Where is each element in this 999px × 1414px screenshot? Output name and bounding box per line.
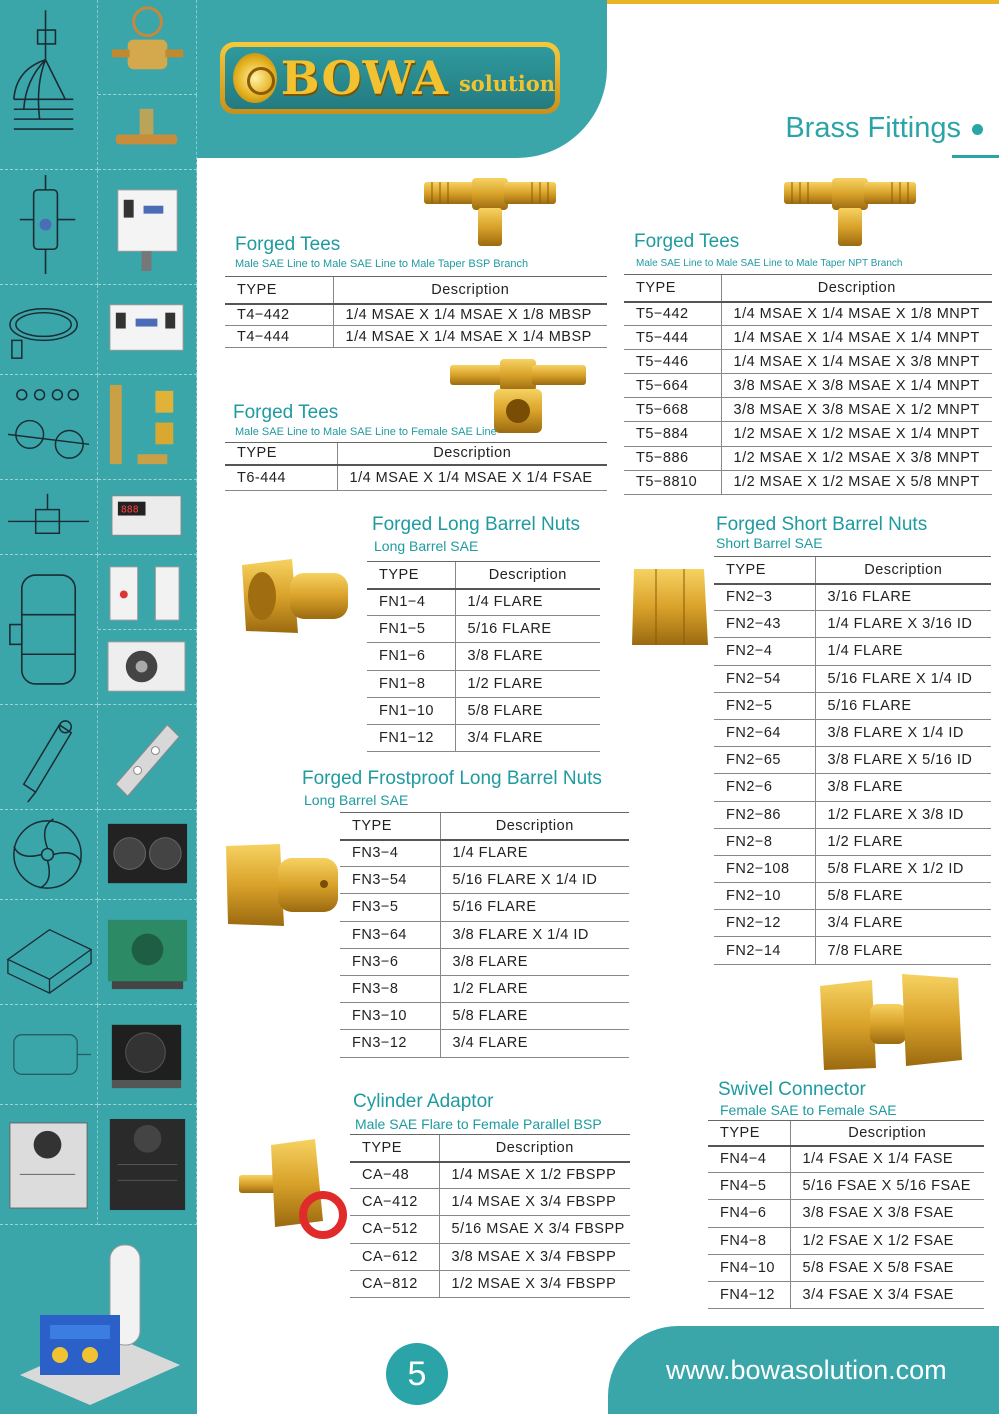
cell-description: 5/8 FLARE [815, 883, 991, 910]
logo-mark-icon [233, 53, 277, 103]
cell-type: FN4−12 [708, 1281, 790, 1308]
solenoid-valve-icon [98, 95, 197, 170]
page-title: Brass Fittings [785, 112, 961, 144]
cell-description: 1/4 MSAE X 1/4 MSAE X 3/8 MNPT [721, 350, 992, 374]
cell-type: FN2−5 [714, 692, 815, 719]
cell-description: 1/4 MSAE X 3/4 FBSPP [439, 1189, 630, 1216]
relay-module-icon [98, 555, 197, 630]
table-row [714, 665, 991, 692]
cell-type: FN2−3 [714, 584, 815, 611]
short-barrel-nut-image [628, 563, 710, 651]
cell-type: T4−444 [225, 326, 333, 348]
cell-type: FN2−108 [714, 855, 815, 882]
section-subtitle-tees-npt: Male SAE Line to Male SAE Line to Male Taper NPT Branch [636, 258, 903, 269]
cell-description: 5/8 FSAE X 5/8 FSAE [790, 1254, 984, 1281]
table-row [225, 326, 607, 348]
table-row [714, 855, 991, 882]
cell-type: FN3−12 [340, 1030, 440, 1057]
title-dot-icon [972, 124, 983, 135]
column-header-description: Description [721, 275, 992, 302]
column-header-type: TYPE [225, 443, 337, 465]
cell-type: FN4−5 [708, 1173, 790, 1200]
table-row [624, 374, 992, 398]
long-barrel-nut-image [238, 555, 352, 637]
column-header-description: Description [790, 1121, 984, 1146]
table-header-row [225, 277, 607, 304]
cell-description: 1/2 FLARE X 3/8 ID [815, 801, 991, 828]
swivel-connector-image [816, 970, 966, 1076]
cell-description: 1/4 MSAE X 1/4 MSAE X 1/4 FSAE [337, 465, 607, 491]
cell-type: T5−886 [624, 446, 721, 470]
cell-type: T5−668 [624, 398, 721, 422]
table-row [340, 894, 629, 921]
cell-description: 3/4 FLARE [455, 724, 600, 751]
table-tees-fsae [225, 442, 607, 491]
logo-text: BOWA [280, 51, 449, 105]
column-header-type: TYPE [350, 1135, 439, 1162]
section-subtitle-short-barrel: Short Barrel SAE [716, 535, 823, 551]
motor-outline-icon [0, 1005, 98, 1105]
table-row [340, 975, 629, 1002]
table-row [367, 616, 600, 643]
table-row [714, 883, 991, 910]
valve-assembly-icon [0, 170, 98, 285]
cell-description: 1/4 MSAE X 1/4 MSAE X 1/8 MNPT [721, 302, 992, 326]
section-title-swivel: Swivel Connector [718, 1079, 866, 1100]
cell-description: 7/8 FLARE [815, 937, 991, 964]
svg-text:888: 888 [120, 504, 139, 516]
cell-description: 3/8 MSAE X 3/8 MSAE X 1/2 MNPT [721, 398, 992, 422]
table-header-row [367, 562, 600, 589]
table-long-barrel [367, 561, 600, 752]
section-subtitle-frostproof: Long Barrel SAE [304, 792, 409, 808]
cell-description: 1/2 MSAE X 1/2 MSAE X 5/8 MNPT [721, 470, 992, 494]
cell-type: CA−612 [350, 1243, 439, 1270]
table-row [714, 937, 991, 964]
table-row [624, 326, 992, 350]
cell-type: FN3−4 [340, 840, 440, 867]
table-row [708, 1173, 984, 1200]
table-row [367, 670, 600, 697]
cell-description: 1/4 MSAE X 1/4 MSAE X 1/4 MNPT [721, 326, 992, 350]
column-header-description: Description [440, 813, 629, 840]
table-row [225, 465, 607, 491]
table-row [714, 828, 991, 855]
table-row [714, 719, 991, 746]
cell-description: 5/16 MSAE X 3/4 FBSPP [439, 1216, 630, 1243]
forged-tee-npt-image [780, 168, 920, 250]
table-row [714, 638, 991, 665]
column-header-type: TYPE [340, 813, 440, 840]
column-header-description: Description [455, 562, 600, 589]
table-row [624, 422, 992, 446]
table-header-row [714, 557, 991, 584]
table-cylinder-adaptor [350, 1134, 630, 1298]
cell-type: FN1−4 [367, 589, 455, 616]
cell-description: 3/8 FSAE X 3/8 FSAE [790, 1200, 984, 1227]
cylinder-adaptor-image [235, 1125, 353, 1245]
cell-type: T5−442 [624, 302, 721, 326]
cell-description: 5/16 FLARE X 1/4 ID [815, 665, 991, 692]
cell-description: 1/4 FLARE [815, 638, 991, 665]
cell-type: FN1−12 [367, 724, 455, 751]
cell-description: 1/4 MSAE X 1/4 MSAE X 1/4 MBSP [333, 326, 607, 348]
frostproof-nut-image [222, 840, 340, 930]
cell-type: FN1−5 [367, 616, 455, 643]
cell-description: 3/8 FLARE X 1/4 ID [815, 719, 991, 746]
column-header-description: Description [337, 443, 607, 465]
table-swivel [708, 1120, 984, 1309]
cell-type: FN4−6 [708, 1200, 790, 1227]
section-subtitle-swivel: Female SAE to Female SAE [720, 1102, 897, 1118]
cell-description: 3/8 FLARE X 5/16 ID [815, 747, 991, 774]
table-header-row [350, 1135, 630, 1162]
cell-type: FN2−86 [714, 801, 815, 828]
column-header-type: TYPE [624, 275, 721, 302]
cell-description: 1/2 FLARE [455, 670, 600, 697]
cell-description: 1/2 FLARE [440, 975, 629, 1002]
table-row [624, 350, 992, 374]
table-row [714, 910, 991, 937]
cell-description: 3/4 FLARE [815, 910, 991, 937]
section-subtitle-tees-fsae: Male SAE Line to Male SAE Line to Female SAE Line [235, 426, 497, 438]
cell-description: 3/8 FLARE X 1/4 ID [440, 921, 629, 948]
fan-blade-icon [0, 810, 98, 900]
cell-type: FN1−6 [367, 643, 455, 670]
table-header-row [708, 1121, 984, 1146]
table-frostproof [340, 812, 629, 1058]
table-row [340, 1030, 629, 1057]
cell-type: FN3−64 [340, 921, 440, 948]
table-row [708, 1146, 984, 1173]
cell-description: 5/16 FLARE X 1/4 ID [440, 867, 629, 894]
cell-description: 1/4 MSAE X 1/2 FBSPP [439, 1162, 630, 1189]
cell-description: 1/4 MSAE X 1/4 MSAE X 1/8 MBSP [333, 304, 607, 326]
section-subtitle-tees-bsp: Male SAE Line to Male SAE Line to Male Taper BSP Branch [235, 258, 529, 270]
table-row [714, 584, 991, 611]
capillary-line-icon [0, 285, 98, 375]
table-row [714, 774, 991, 801]
cell-description: 1/4 FSAE X 1/4 FASE [790, 1146, 984, 1173]
ac-unit-outline-icon [0, 900, 98, 1005]
cell-type: CA−512 [350, 1216, 439, 1243]
table-row [624, 398, 992, 422]
title-underline [952, 155, 999, 158]
cell-type: FN2−65 [714, 747, 815, 774]
section-title-tees-fsae: Forged Tees [233, 402, 339, 423]
cell-description: 5/8 FLARE [455, 697, 600, 724]
section-title-tees-bsp: Forged Tees [235, 234, 341, 255]
column-header-description: Description [815, 557, 991, 584]
cell-type: T4−442 [225, 304, 333, 326]
table-row [225, 304, 607, 326]
table-short-barrel [714, 556, 991, 965]
compressor-unit-icon [98, 1005, 197, 1105]
cell-type: T6-444 [225, 465, 337, 491]
thermostat-valve-icon [0, 705, 98, 810]
cell-type: T5−444 [624, 326, 721, 350]
cell-description: 1/4 FLARE [440, 840, 629, 867]
cell-type: FN2−4 [714, 638, 815, 665]
table-row [624, 302, 992, 326]
logo-subtext: solution [458, 70, 555, 96]
table-row [367, 724, 600, 751]
cell-type: FN3−5 [340, 894, 440, 921]
table-row [340, 840, 629, 867]
cell-description: 1/4 FLARE X 3/16 ID [815, 611, 991, 638]
condenser-icon [98, 810, 197, 900]
cell-description: 5/16 FLARE [455, 616, 600, 643]
table-row [624, 470, 992, 494]
cell-type: FN1−8 [367, 670, 455, 697]
table-row [714, 801, 991, 828]
cell-description: 1/4 FLARE [455, 589, 600, 616]
table-row [350, 1216, 630, 1243]
section-subtitle-long-barrel: Long Barrel SAE [374, 538, 479, 554]
sidebar-product-gallery [0, 0, 197, 1414]
table-row [714, 747, 991, 774]
cell-description: 1/2 MSAE X 3/4 FBSPP [439, 1270, 630, 1297]
cell-description: 3/8 MSAE X 3/4 FBSPP [439, 1243, 630, 1270]
column-header-type: TYPE [714, 557, 815, 584]
column-header-type: TYPE [367, 562, 455, 589]
cell-type: FN1−10 [367, 697, 455, 724]
cell-type: T5−884 [624, 422, 721, 446]
cell-type: FN3−10 [340, 1003, 440, 1030]
table-row [350, 1270, 630, 1297]
section-title-short-barrel: Forged Short Barrel Nuts [716, 514, 928, 535]
cell-description: 5/16 FLARE [815, 692, 991, 719]
table-row [350, 1162, 630, 1189]
table-row [367, 589, 600, 616]
refrigeration-rack-icon [0, 1225, 197, 1414]
cell-type: FN2−6 [714, 774, 815, 801]
table-row [340, 948, 629, 975]
table-tees-npt [624, 274, 992, 495]
cell-type: FN2−43 [714, 611, 815, 638]
cell-type: T5−8810 [624, 470, 721, 494]
table-row [367, 697, 600, 724]
cell-type: FN3−8 [340, 975, 440, 1002]
scroll-compressor-icon [0, 555, 98, 705]
table-row [714, 692, 991, 719]
section-title-cylinder-adaptor: Cylinder Adaptor [353, 1091, 494, 1112]
pressure-switch-icon [98, 170, 197, 285]
table-row [350, 1189, 630, 1216]
cell-description: 3/8 FLARE [455, 643, 600, 670]
cell-type: FN2−10 [714, 883, 815, 910]
cell-description: 5/16 FLARE [440, 894, 629, 921]
table-header-row [340, 813, 629, 840]
table-row [708, 1281, 984, 1308]
cell-type: FN4−4 [708, 1146, 790, 1173]
cell-description: 3/4 FLARE [440, 1030, 629, 1057]
evaporator-unit-icon [98, 630, 197, 705]
cell-type: CA−48 [350, 1162, 439, 1189]
cell-type: FN2−64 [714, 719, 815, 746]
cell-type: T5−446 [624, 350, 721, 374]
section-title-tees-npt: Forged Tees [634, 231, 740, 252]
table-row [350, 1243, 630, 1270]
table-header-row [624, 275, 992, 302]
condensing-unit-icon [98, 900, 197, 1005]
table-row [624, 446, 992, 470]
table-tees-bsp [225, 276, 607, 348]
expansion-valve-icon [98, 0, 197, 95]
digital-controller-icon [98, 480, 197, 555]
cell-type: FN3−6 [340, 948, 440, 975]
table-row [340, 1003, 629, 1030]
sight-glass-icon [0, 375, 98, 480]
logo-inner [225, 47, 555, 109]
cell-description: 1/2 MSAE X 1/2 MSAE X 1/4 MNPT [721, 422, 992, 446]
cell-description: 5/16 FSAE X 5/16 FSAE [790, 1173, 984, 1200]
industrial-chiller-icon [98, 1105, 197, 1225]
table-row [340, 921, 629, 948]
column-header-type: TYPE [225, 277, 333, 304]
table-row [708, 1200, 984, 1227]
table-row [367, 643, 600, 670]
expansion-coil-icon [0, 0, 98, 170]
cell-description: 1/2 FSAE X 1/2 FSAE [790, 1227, 984, 1254]
column-header-description: Description [333, 277, 607, 304]
cell-type: FN4−10 [708, 1254, 790, 1281]
section-title-frostproof: Forged Frostproof Long Barrel Nuts [302, 768, 602, 789]
cell-type: FN4−8 [708, 1227, 790, 1254]
cell-type: CA−812 [350, 1270, 439, 1297]
forged-tee-bsp-image [420, 168, 560, 250]
cell-type: CA−412 [350, 1189, 439, 1216]
cell-description: 1/2 FLARE [815, 828, 991, 855]
cell-description: 3/8 FLARE [440, 948, 629, 975]
website-link[interactable]: www.bowasolution.com [666, 1355, 947, 1385]
dual-pressure-switch-icon [98, 285, 197, 375]
page-number: 5 [386, 1343, 448, 1405]
cell-type: FN2−12 [714, 910, 815, 937]
brass-fittings-icon [98, 375, 197, 480]
table-row [708, 1227, 984, 1254]
section-title-long-barrel: Forged Long Barrel Nuts [372, 514, 581, 535]
table-row [714, 611, 991, 638]
cell-description: 1/2 MSAE X 1/2 MSAE X 3/8 MNPT [721, 446, 992, 470]
table-row [340, 867, 629, 894]
column-header-type: TYPE [708, 1121, 790, 1146]
hinge-icon [98, 705, 197, 810]
cell-type: FN2−54 [714, 665, 815, 692]
cell-description: 5/8 FLARE [440, 1003, 629, 1030]
section-subtitle-cylinder-adaptor: Male SAE Flare to Female Parallel BSP [355, 1116, 602, 1132]
cell-type: FN2−14 [714, 937, 815, 964]
cell-description: 3/16 FLARE [815, 584, 991, 611]
table-row [708, 1254, 984, 1281]
cell-description: 3/4 FSAE X 3/4 FSAE [790, 1281, 984, 1308]
pipe-valve-icon [0, 480, 98, 555]
cell-description: 5/8 FLARE X 1/2 ID [815, 855, 991, 882]
cell-type: T5−664 [624, 374, 721, 398]
cell-description: 3/8 FLARE [815, 774, 991, 801]
forged-tee-fsae-image [448, 353, 588, 435]
table-header-row [225, 443, 607, 465]
cell-type: FN3−54 [340, 867, 440, 894]
cell-description: 3/8 MSAE X 3/8 MSAE X 1/4 MNPT [721, 374, 992, 398]
column-header-description: Description [439, 1135, 630, 1162]
logo [220, 42, 560, 114]
cell-type: FN2−8 [714, 828, 815, 855]
cabinet-unit-icon [0, 1105, 98, 1225]
